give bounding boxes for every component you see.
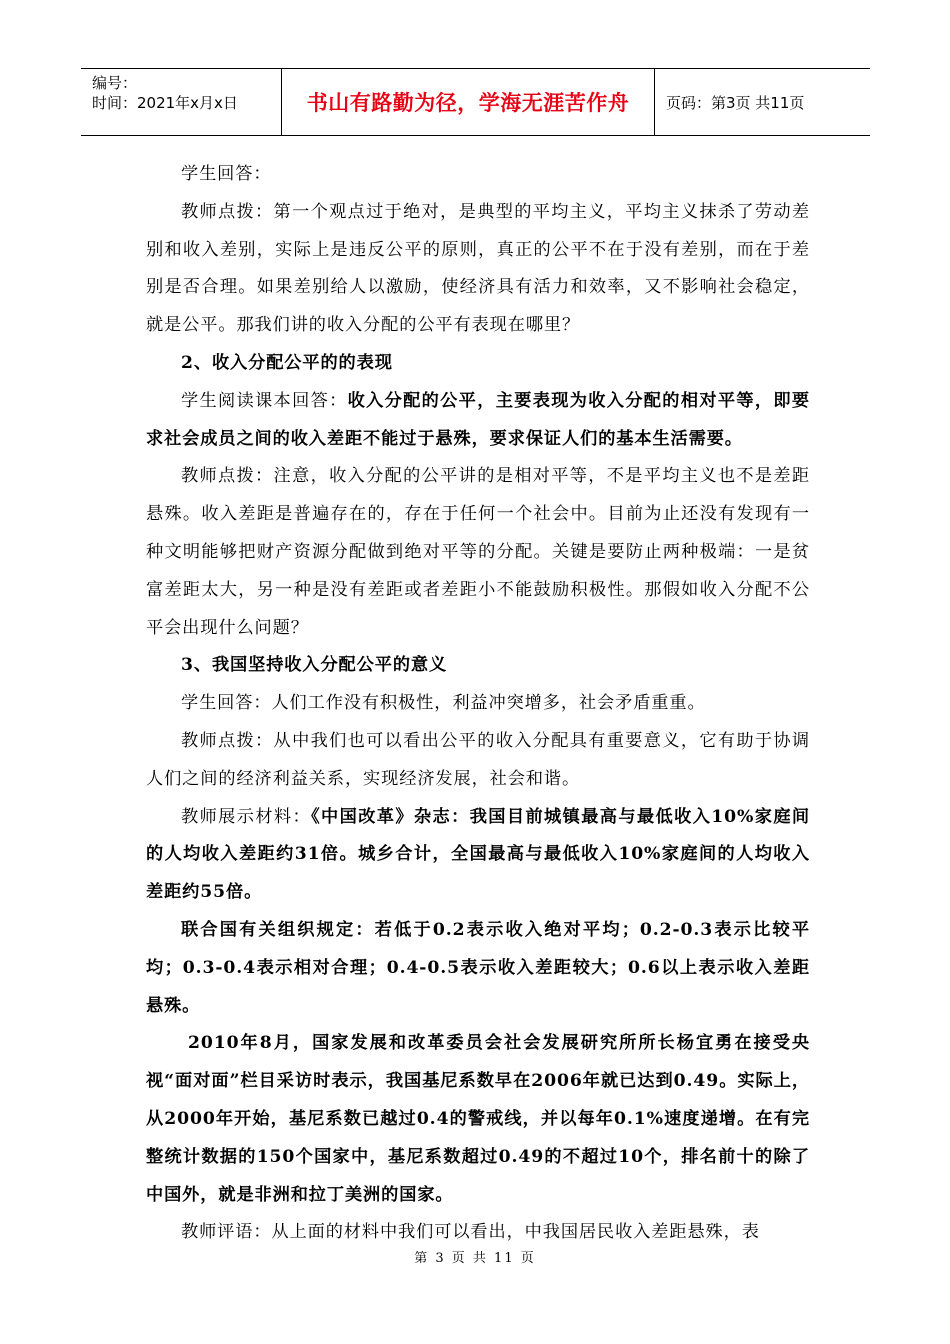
paragraph-teacher-comment-1: 教师点拨：第一个观点过于绝对，是典型的平均主义，平均主义抹杀了劳动差别和收入差别，实际上是违反公平的原则，真正的公平不在于没有差别，而在于差别是否合理。如果差别给人以激励，使经济具有活力和效率，又不影响社会稳定，就是公平。那我们讲的收入分配的公平有表现在哪里？ [146,201,810,336]
number-label: 编号： [92,74,138,92]
paragraph-teacher-comment-2: 教师点拨：注意，收入分配的公平讲的是相对平等，不是平均主义也不是差距悬殊。收入差距是普遍存在的，存在于任何一个社会中。目前为止还没有发现有一种文明能够把财产资源分配做到绝对平等的分配。关键是要防止两种极端：一是贫富差距太大，另一种是没有差距或者差距小不能鼓励积极性。那假如收入分配不公平会出现什么问题？ [146,466,810,638]
material-lead: 教师展示材料： [181,806,312,827]
page-footer: 第 3 页 共 11 页 [414,1251,536,1266]
header-meta-cell [81,69,282,135]
paragraph-teacher-comment-3: 教师点拨：从中我们也可以看出公平的收入分配具有重要意义，它有助于协调人们之间的经济利益关系，实现经济发展，社会和谐。 [146,730,810,789]
section-heading-3: 3、我国坚持收入分配公平的意义 [181,655,448,676]
page-info-cell [655,69,870,135]
page-label: 页码：第3页 共11页 [666,93,805,112]
document-body [146,156,810,1252]
paragraph-student-answer-2: 学生回答：人们工作没有积极性，利益冲突增多，社会矛盾重重。 [181,693,706,714]
time-label: 时间：2021年x月x日 [92,94,238,112]
paragraph-teacher-evaluation: 教师评语：从上面的材料中我们可以看出，中我国居民收入差距悬殊，表 [181,1222,760,1243]
paragraph-gini: 2010年8月，国家发展和改革委员会社会发展研究所所长杨宜勇在接受央视“面对面”栏目采访时表示，我国基尼系数早在2006年就已达到0.49。实际上，从2000年开始，基尼系数已越过0.4的警戒线，并以每年0.1%速度递增。在有完整统计数据的150个国家中，基尼系数超过0.49的不超过10个，排名前十的除了中国外，就是非洲和拉丁美洲的国家。 [146,1033,810,1205]
section-heading-2: 2、收入分配公平的的表现 [181,352,393,373]
paragraph-un-standard: 联合国有关组织规定：若低于0.2表示收入绝对平均；0.2-0.3表示比较平均；0.3-0.4表示相对合理；0.4-0.5表示收入差距较大；0.6以上表示收入差距悬殊。 [146,919,810,1016]
paragraph-student-reading [146,383,810,459]
motto-text: 书山有路勤为径，学海无涯苦作舟 [306,91,630,115]
reading-answer: 收入分配的公平，主要表现为收入分配的相对平等，即要求社会成员之间的收入差距不能过于悬殊，要求保证人们的基本生活需要。 [146,390,810,449]
motto-cell [282,69,655,135]
paragraph-material [146,799,810,912]
reading-lead: 学生阅读课本回答： [181,390,348,411]
header-table [81,68,870,136]
paragraph-student-answer: 学生回答： [181,164,272,184]
material-text: 《中国改革》杂志：我国目前城镇最高与最低收入10%家庭间的人均收入差距约31倍。城乡合计，全国最高与最低收入10%家庭间的人均收入差距约55倍。 [146,806,810,903]
